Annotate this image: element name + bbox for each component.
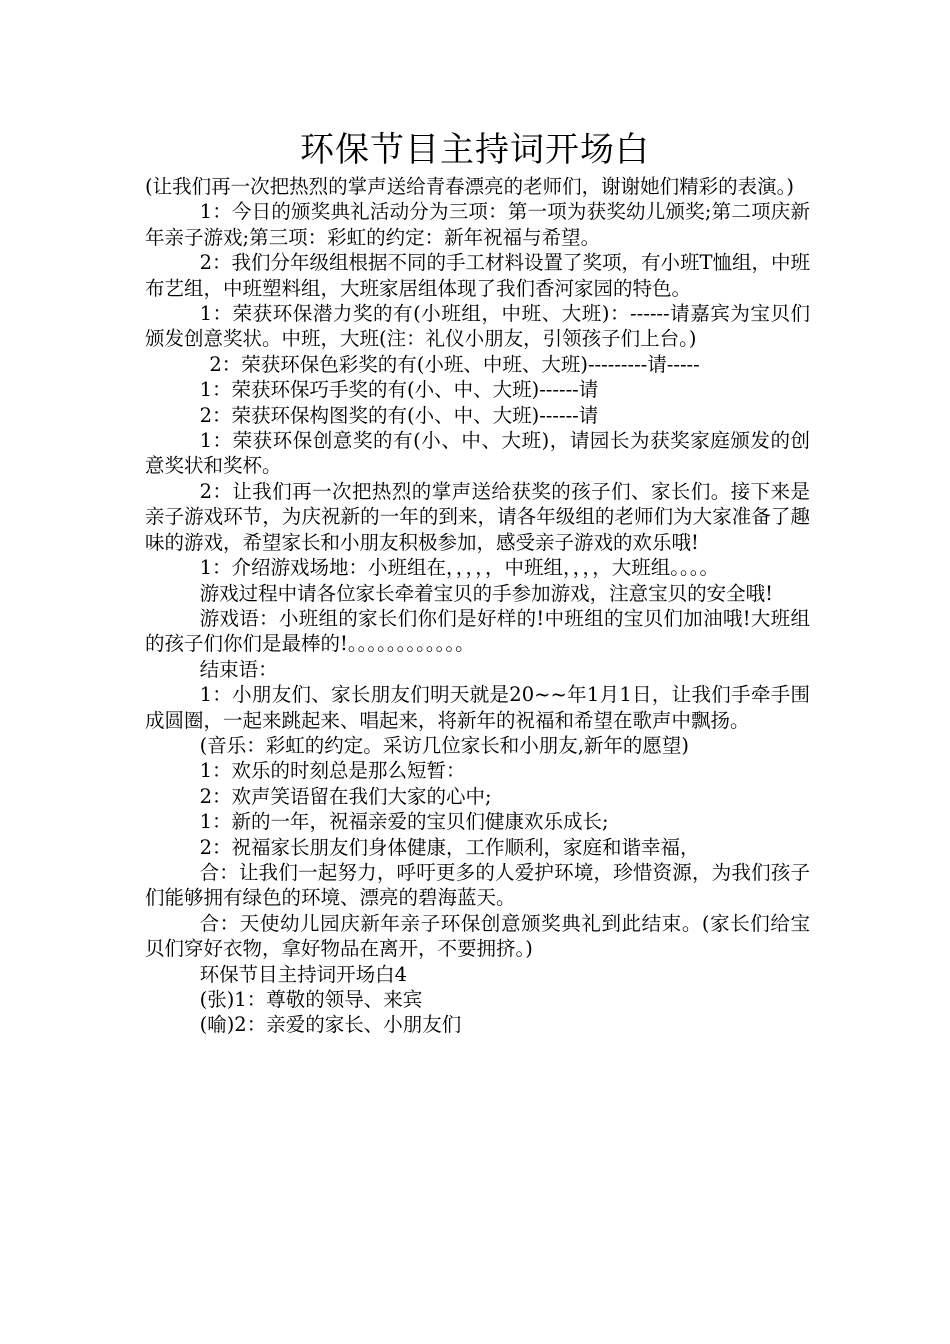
document-body: [145, 174, 810, 1038]
paragraph: 2：荣获环保色彩奖的有(小班、中班、大班)---------请-----: [209, 352, 700, 376]
paragraph: 1：荣获环保潜力奖的有(小班组，中班、大班)：------请嘉宾为宝贝们颁发创意奖状。中班，大班(注：礼仪小朋友，引领孩子们上台。): [145, 302, 810, 351]
paragraph: 1：荣获环保创意奖的有(小、中、大班)，请园长为获奖家庭颁发的创意奖状和奖杯。: [145, 429, 810, 478]
paragraph: (让我们再一次把热烈的掌声送给青春漂亮的老师们，谢谢她们精彩的表演。): [145, 175, 794, 198]
paragraph: 1：荣获环保巧手奖的有(小、中、大班)------请: [199, 378, 599, 402]
paragraph: 合：天使幼儿园庆新年亲子环保创意颁奖典礼到此结束。(家长们给宝贝们穿好衣物，拿好物品在离开，不要拥挤。): [145, 911, 810, 961]
paragraph: (音乐：彩虹的约定。采访几位家长和小朋友,新年的愿望): [199, 733, 690, 757]
paragraph: (张)1：尊敬的领导、来宾: [199, 988, 423, 1011]
paragraph: 1：小朋友们、家长朋友们明天就是20~~年1月1日，让我们手牵手围成圆圈，一起来跳起来、唱起来，将新年的祝福和希望在歌声中飘扬。: [145, 683, 810, 732]
paragraph: 1：介绍游戏场地：小班组在，，，，，中班组，，，，大班组。。。。: [199, 556, 720, 580]
paragraph: 合：让我们一起努力，呼吁更多的人爱护环境，珍惜资源，为我们孩子们能够拥有绿色的环境、漂亮的碧海蓝天。: [145, 860, 810, 910]
paragraph: 2：祝福家长朋友们身体健康，工作顺利，家庭和谐幸福，: [199, 835, 700, 859]
paragraph: 2：我们分年级组根据不同的手工材料设置了奖项，有小班T恤组，中班布艺组，中班塑料组，大班家居组体现了我们香河家园的特色。: [145, 251, 811, 300]
paragraph: 1：新的一年，祝福亲爱的宝贝们健康欢乐成长;: [199, 810, 609, 834]
paragraph: 2：让我们再一次把热烈的掌声送给获奖的孩子们、家长们。接下来是亲子游戏环节，为庆祝新的一年的到来，请各年级组的老师们为大家准备了趣味的游戏，希望家长和小朋友积极参加，感受亲子游戏的欢乐哦!: [145, 479, 810, 554]
page-title: 环保节目主持词开场白: [300, 130, 650, 170]
paragraph: 结束语：: [199, 657, 278, 681]
paragraph: (喻)2：亲爱的家长、小朋友们: [199, 1013, 462, 1037]
paragraph: 1：今日的颁奖典礼活动分为三项：第一项为获奖幼儿颁奖;第二项庆新年亲子游戏;第三项：彩虹的约定：新年祝福与希望。: [145, 200, 810, 249]
paragraph: 游戏语：小班组的家长们你们是好样的!中班组的宝贝们加油哦!大班组的孩子们你们是最棒的!。。。。。。。。。。。。: [145, 606, 810, 656]
paragraph: 1：欢乐的时刻总是那么短暂：: [199, 759, 466, 783]
paragraph: 环保节目主持词开场白4: [199, 962, 408, 986]
paragraph: 2：荣获环保构图奖的有(小、中、大班)------请: [199, 403, 599, 427]
paragraph: 游戏过程中请各位家长牵着宝贝的手参加游戏，注意宝贝的安全哦!: [199, 581, 773, 605]
paragraph: 2：欢声笑语留在我们大家的心中;: [199, 784, 492, 808]
